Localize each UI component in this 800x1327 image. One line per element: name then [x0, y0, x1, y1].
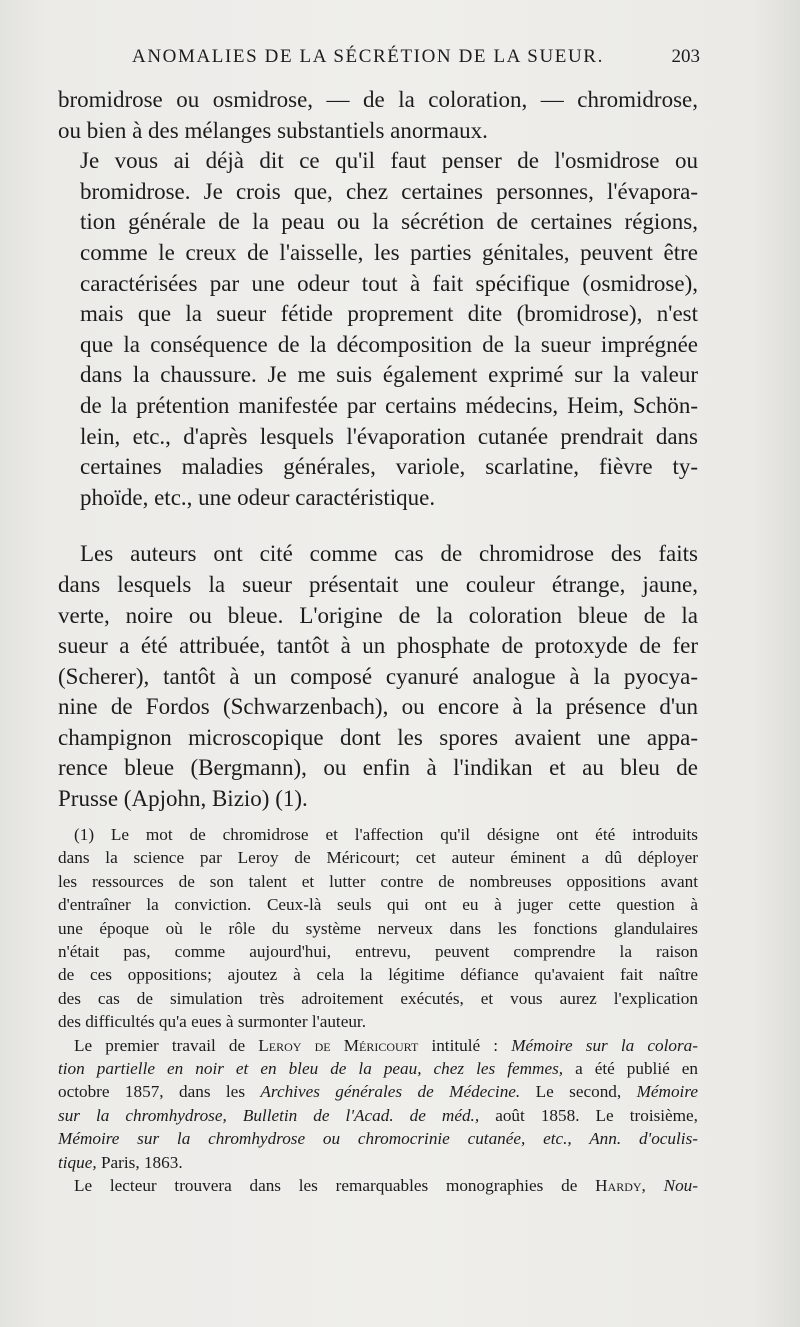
text-run: Le second, [520, 1082, 637, 1102]
footnote-line [58, 1104, 698, 1127]
title-italic: tique, [58, 1152, 97, 1172]
footnote-line [58, 1151, 698, 1174]
main-text [58, 85, 698, 815]
text-line: phoïde, etc., une odeur caractéristique. [80, 484, 436, 510]
paragraph-1 [58, 85, 698, 146]
footnote-line: d'entraîner la conviction. Ceux-là seuls qui ont eu à juger cette question à [58, 895, 698, 915]
page-number: 203 [671, 46, 700, 67]
text-line: champignon microscopique dont les spores avaient une appa- [58, 724, 698, 750]
title-italic: Nou- [663, 1176, 698, 1196]
footnote-line: des cas de simulation très adroitement exécutés, et vous aurez l'explication [58, 988, 698, 1008]
footnote-3 [58, 1174, 698, 1197]
text-line: rence bleue (Bergmann), ou enfin à l'indikan et au bleu de [58, 755, 698, 781]
text-line: Je vous ai déjà dit ce qu'il faut penser de l'osmidrose ou [80, 148, 698, 174]
text-line: caractérisées par une odeur tout à fait spécifique (osmidrose), [80, 270, 698, 296]
footnote-line: (1) Le mot de chromidrose et l'affection qu'il désigne ont été introduits [74, 825, 698, 844]
footnote-line [58, 1174, 698, 1197]
text-line: (Scherer), tantôt à un composé cyanuré analogue à la pyocya- [58, 663, 698, 689]
text-line: ou bien à des mélanges substantiels anormaux. [58, 117, 488, 143]
text-line: comme le creux de l'aisselle, les parties génitales, peuvent être [80, 239, 698, 265]
footnote-line: de ces oppositions; ajoutez à cela la légitime défiance qu'avaient fait naître [58, 965, 698, 985]
text-run: intitulé : [418, 1035, 512, 1055]
running-title: ANOMALIES DE LA SÉCRÉTION DE LA SUEUR. [132, 46, 604, 67]
text-run: Paris, 1863. [96, 1152, 183, 1172]
text-line: sueur a été attribuée, tantôt à un phosphate de protoxyde de fer [58, 633, 698, 659]
text-line: verte, noire ou bleue. L'origine de la coloration bleue de la [58, 602, 698, 628]
text-line: que la conséquence de la décomposition de la sueur imprégnée [80, 331, 698, 357]
footnote-line: une époque où le rôle du système nerveux dans les fonctions glandulaires [58, 918, 698, 938]
footnotes [58, 823, 698, 1198]
footnote-2 [58, 1034, 698, 1174]
text-line: nine de Fordos (Schwarzenbach), ou encore à la présence d'un [58, 694, 698, 720]
footnote-line [58, 1034, 698, 1057]
text-line: tion générale de la peau ou la sécrétion de certaines régions, [80, 209, 698, 235]
author-name: Leroy de Méricourt [258, 1035, 419, 1055]
title-italic: tion partielle en noir et en bleu de la peau, chez les femmes, [58, 1059, 564, 1079]
text-line: dans lesquels la sueur présentait une couleur étrange, jaune, [58, 571, 698, 597]
text-run: a été publié en [563, 1059, 698, 1079]
paragraph-3 [58, 539, 698, 814]
text-line: Prusse (Apjohn, Bizio) (1). [58, 786, 308, 812]
text-run: , [641, 1176, 664, 1196]
text-line: mais que la sueur fétide proprement dite (bromidrose), n'est [80, 301, 698, 327]
footnote-line: n'était pas, comme aujourd'hui, entrevu, peuvent comprendre la raison [58, 942, 698, 962]
title-italic: Mémoire [636, 1082, 698, 1102]
text-line: certaines maladies générales, variole, scarlatine, fièvre ty- [80, 454, 698, 480]
text-run: Le lecteur trouvera dans les remarquables monographies de [74, 1176, 596, 1196]
title-italic: Mémoire sur la colora- [511, 1035, 698, 1055]
author-name: Hardy [595, 1176, 642, 1196]
text-run: Le premier travail de [74, 1035, 259, 1055]
page-header [58, 46, 700, 76]
footnote-line [58, 1080, 698, 1103]
text-line: dans la chaussure. Je me suis également exprimé sur la valeur [80, 362, 698, 388]
journal-italic: Archives générales de Médecine. [260, 1082, 521, 1102]
text-line: Les auteurs ont cité comme cas de chromidrose des faits [80, 541, 698, 567]
footnote-1 [58, 823, 698, 1034]
title-italic: sur la chromhydrose, Bulletin de l'Acad. de méd., [58, 1105, 480, 1125]
paragraph-2 [58, 146, 698, 513]
footnote-line [58, 1057, 698, 1080]
text-line: bromidrose. Je crois que, chez certaines personnes, l'évapora- [80, 178, 698, 204]
footnote-line: Mémoire sur la chromhydrose ou chromocrinie cutanée, etc., Ann. d'oculis- [58, 1129, 698, 1149]
footnote-line: des difficultés qu'a eues à surmonter l'auteur. [58, 1012, 366, 1032]
footnote-line: dans la science par Leroy de Méricourt; cet auteur éminent a dû déployer [58, 848, 698, 868]
text-line: de la prétention manifestée par certains médecins, Heim, Schön- [80, 392, 698, 418]
text-line: bromidrose ou osmidrose, — de la coloration, — chromidrose, [58, 87, 698, 112]
text-run: octobre 1857, dans les [58, 1082, 261, 1102]
text-run: août 1858. Le troisième, [479, 1105, 698, 1125]
text-line: lein, etc., d'après lesquels l'évaporation cutanée prendrait dans [80, 423, 698, 449]
paragraph-gap [58, 513, 698, 539]
footnote-line: les ressources de son talent et lutter contre de nombreuses oppositions avant [58, 871, 698, 891]
